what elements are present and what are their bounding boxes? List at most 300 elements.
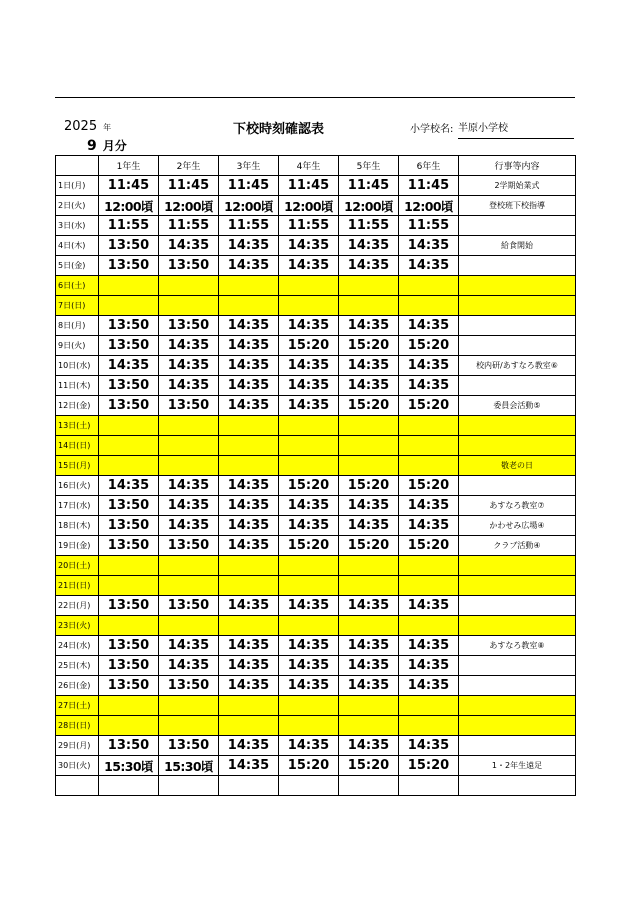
month-label bbox=[87, 137, 127, 154]
time-cell-grade-1: 13:50 bbox=[99, 256, 159, 276]
table-row bbox=[56, 736, 576, 756]
time-cell-grade-1: 11:45 bbox=[99, 176, 159, 196]
time-cell-grade-1 bbox=[99, 276, 159, 296]
time-cell-grade-1: 14:35 bbox=[99, 476, 159, 496]
date-cell: 5日(金) bbox=[56, 256, 99, 276]
time-cell-grade-1: 11:55 bbox=[99, 216, 159, 236]
time-cell-grade-6: 14:35 bbox=[399, 516, 459, 536]
time-cell-grade-6: 14:35 bbox=[399, 596, 459, 616]
table-row bbox=[56, 636, 576, 656]
time-cell-grade-3 bbox=[219, 296, 279, 316]
time-cell-grade-6: 15:20 bbox=[399, 536, 459, 556]
time-cell-grade-6: 14:35 bbox=[399, 676, 459, 696]
event-cell: 委員会活動⑤ bbox=[459, 396, 576, 416]
time-cell-grade-2: 14:35 bbox=[159, 476, 219, 496]
time-cell-grade-3: 14:35 bbox=[219, 316, 279, 336]
time-cell-grade-6: 15:20 bbox=[399, 336, 459, 356]
time-cell-grade-6 bbox=[399, 416, 459, 436]
month-unit: 月分 bbox=[102, 139, 127, 153]
table-body bbox=[56, 176, 576, 796]
time-cell-grade-5 bbox=[339, 416, 399, 436]
time-cell-grade-4 bbox=[279, 696, 339, 716]
time-cell-grade-5 bbox=[339, 696, 399, 716]
time-cell-grade-4: 12:00頃 bbox=[279, 196, 339, 216]
header-cell-grade-1: 1年生 bbox=[99, 156, 159, 176]
time-cell-grade-5 bbox=[339, 616, 399, 636]
date-cell: 24日(水) bbox=[56, 636, 99, 656]
date-cell: 19日(金) bbox=[56, 536, 99, 556]
time-cell-grade-5: 14:35 bbox=[339, 356, 399, 376]
time-cell-grade-5: 15:20 bbox=[339, 756, 399, 776]
time-cell-grade-5: 14:35 bbox=[339, 516, 399, 536]
date-cell bbox=[56, 776, 99, 796]
table-row bbox=[56, 756, 576, 776]
time-cell-grade-1: 13:50 bbox=[99, 316, 159, 336]
time-cell-grade-2 bbox=[159, 276, 219, 296]
time-cell-grade-1: 13:50 bbox=[99, 636, 159, 656]
time-cell-grade-3: 14:35 bbox=[219, 516, 279, 536]
time-cell-grade-1 bbox=[99, 296, 159, 316]
time-cell-grade-1 bbox=[99, 776, 159, 796]
time-cell-grade-3 bbox=[219, 416, 279, 436]
event-cell: 校内研/あすなろ教室⑥ bbox=[459, 356, 576, 376]
time-cell-grade-1 bbox=[99, 436, 159, 456]
table-row bbox=[56, 456, 576, 476]
header-cell-date bbox=[56, 156, 99, 176]
time-cell-grade-3: 14:35 bbox=[219, 376, 279, 396]
table-row bbox=[56, 276, 576, 296]
table-row bbox=[56, 776, 576, 796]
table-row bbox=[56, 496, 576, 516]
time-cell-grade-5: 11:45 bbox=[339, 176, 399, 196]
event-cell bbox=[459, 596, 576, 616]
time-cell-grade-1: 13:50 bbox=[99, 496, 159, 516]
time-cell-grade-3 bbox=[219, 276, 279, 296]
table-row bbox=[56, 296, 576, 316]
time-cell-grade-2: 13:50 bbox=[159, 256, 219, 276]
time-cell-grade-3: 14:35 bbox=[219, 496, 279, 516]
time-cell-grade-3: 14:35 bbox=[219, 756, 279, 776]
time-cell-grade-5 bbox=[339, 716, 399, 736]
time-cell-grade-5: 15:20 bbox=[339, 536, 399, 556]
time-cell-grade-4 bbox=[279, 416, 339, 436]
time-cell-grade-6: 14:35 bbox=[399, 256, 459, 276]
table-row bbox=[56, 476, 576, 496]
time-cell-grade-6 bbox=[399, 776, 459, 796]
time-cell-grade-4 bbox=[279, 576, 339, 596]
table-row bbox=[56, 676, 576, 696]
time-cell-grade-2: 14:35 bbox=[159, 236, 219, 256]
time-cell-grade-2: 13:50 bbox=[159, 736, 219, 756]
time-cell-grade-5: 14:35 bbox=[339, 676, 399, 696]
time-cell-grade-6: 14:35 bbox=[399, 316, 459, 336]
time-cell-grade-4: 14:35 bbox=[279, 376, 339, 396]
time-cell-grade-6: 14:35 bbox=[399, 356, 459, 376]
time-cell-grade-2: 14:35 bbox=[159, 516, 219, 536]
date-cell: 15日(月) bbox=[56, 456, 99, 476]
event-cell bbox=[459, 616, 576, 636]
event-cell bbox=[459, 716, 576, 736]
time-cell-grade-6 bbox=[399, 296, 459, 316]
time-cell-grade-1: 13:50 bbox=[99, 736, 159, 756]
time-cell-grade-6 bbox=[399, 696, 459, 716]
time-cell-grade-3: 14:35 bbox=[219, 356, 279, 376]
event-cell bbox=[459, 736, 576, 756]
time-cell-grade-5: 14:35 bbox=[339, 596, 399, 616]
time-cell-grade-2: 13:50 bbox=[159, 596, 219, 616]
time-cell-grade-5: 15:20 bbox=[339, 476, 399, 496]
time-cell-grade-2 bbox=[159, 556, 219, 576]
time-cell-grade-1: 13:50 bbox=[99, 536, 159, 556]
time-cell-grade-6: 14:35 bbox=[399, 496, 459, 516]
time-cell-grade-2 bbox=[159, 616, 219, 636]
table-row bbox=[56, 196, 576, 216]
event-cell: あすなろ教室⑧ bbox=[459, 636, 576, 656]
time-cell-grade-1 bbox=[99, 576, 159, 596]
time-cell-grade-1: 13:50 bbox=[99, 596, 159, 616]
time-cell-grade-1: 13:50 bbox=[99, 236, 159, 256]
header-cell-grade-4: 4年生 bbox=[279, 156, 339, 176]
time-cell-grade-6 bbox=[399, 456, 459, 476]
date-cell: 20日(土) bbox=[56, 556, 99, 576]
time-cell-grade-4: 11:45 bbox=[279, 176, 339, 196]
time-cell-grade-4: 14:35 bbox=[279, 656, 339, 676]
table-row bbox=[56, 376, 576, 396]
time-cell-grade-5 bbox=[339, 776, 399, 796]
time-cell-grade-2 bbox=[159, 576, 219, 596]
date-cell: 9日(火) bbox=[56, 336, 99, 356]
table-row bbox=[56, 556, 576, 576]
time-cell-grade-3: 11:55 bbox=[219, 216, 279, 236]
time-cell-grade-6 bbox=[399, 716, 459, 736]
time-cell-grade-3 bbox=[219, 456, 279, 476]
time-cell-grade-4 bbox=[279, 456, 339, 476]
date-cell: 28日(日) bbox=[56, 716, 99, 736]
time-cell-grade-4: 11:55 bbox=[279, 216, 339, 236]
table-row bbox=[56, 656, 576, 676]
time-cell-grade-6: 15:20 bbox=[399, 396, 459, 416]
event-cell bbox=[459, 556, 576, 576]
time-cell-grade-5: 15:20 bbox=[339, 336, 399, 356]
date-cell: 30日(火) bbox=[56, 756, 99, 776]
event-cell: 敬老の日 bbox=[459, 456, 576, 476]
date-cell: 27日(土) bbox=[56, 696, 99, 716]
table-row bbox=[56, 416, 576, 436]
time-cell-grade-4: 15:20 bbox=[279, 476, 339, 496]
date-cell: 8日(月) bbox=[56, 316, 99, 336]
time-cell-grade-2 bbox=[159, 716, 219, 736]
time-cell-grade-3: 14:35 bbox=[219, 536, 279, 556]
date-cell: 4日(木) bbox=[56, 236, 99, 256]
event-cell bbox=[459, 316, 576, 336]
time-cell-grade-3 bbox=[219, 556, 279, 576]
time-cell-grade-4: 15:20 bbox=[279, 336, 339, 356]
time-cell-grade-2: 12:00頃 bbox=[159, 196, 219, 216]
time-cell-grade-4 bbox=[279, 776, 339, 796]
time-cell-grade-4: 14:35 bbox=[279, 236, 339, 256]
time-cell-grade-5 bbox=[339, 276, 399, 296]
date-cell: 6日(土) bbox=[56, 276, 99, 296]
time-cell-grade-1 bbox=[99, 716, 159, 736]
table-row bbox=[56, 256, 576, 276]
time-cell-grade-2: 15:30頃 bbox=[159, 756, 219, 776]
date-cell: 29日(月) bbox=[56, 736, 99, 756]
event-cell: クラブ活動④ bbox=[459, 536, 576, 556]
time-cell-grade-3 bbox=[219, 696, 279, 716]
event-cell: あすなろ教室⑦ bbox=[459, 496, 576, 516]
time-cell-grade-3: 14:35 bbox=[219, 596, 279, 616]
date-cell: 25日(木) bbox=[56, 656, 99, 676]
time-cell-grade-4: 14:35 bbox=[279, 676, 339, 696]
time-cell-grade-6: 15:20 bbox=[399, 756, 459, 776]
table-row bbox=[56, 436, 576, 456]
time-cell-grade-4 bbox=[279, 276, 339, 296]
event-cell bbox=[459, 436, 576, 456]
time-cell-grade-2: 14:35 bbox=[159, 496, 219, 516]
date-cell: 12日(金) bbox=[56, 396, 99, 416]
time-cell-grade-3 bbox=[219, 716, 279, 736]
header-cell-events: 行事等内容 bbox=[459, 156, 576, 176]
date-cell: 1日(月) bbox=[56, 176, 99, 196]
time-cell-grade-5 bbox=[339, 556, 399, 576]
table-row bbox=[56, 216, 576, 236]
time-cell-grade-5 bbox=[339, 456, 399, 476]
event-cell: 2学期始業式 bbox=[459, 176, 576, 196]
event-cell bbox=[459, 776, 576, 796]
event-cell bbox=[459, 256, 576, 276]
date-cell: 17日(水) bbox=[56, 496, 99, 516]
table-row bbox=[56, 396, 576, 416]
table-row bbox=[56, 696, 576, 716]
year-label bbox=[64, 119, 111, 134]
date-cell: 11日(木) bbox=[56, 376, 99, 396]
time-cell-grade-5: 14:35 bbox=[339, 636, 399, 656]
time-cell-grade-5: 12:00頃 bbox=[339, 196, 399, 216]
event-cell bbox=[459, 696, 576, 716]
time-cell-grade-4 bbox=[279, 296, 339, 316]
time-cell-grade-4: 14:35 bbox=[279, 636, 339, 656]
time-cell-grade-6: 14:35 bbox=[399, 736, 459, 756]
table-row bbox=[56, 516, 576, 536]
date-cell: 18日(木) bbox=[56, 516, 99, 536]
dismissal-schedule-table bbox=[55, 155, 576, 796]
time-cell-grade-1 bbox=[99, 616, 159, 636]
time-cell-grade-2 bbox=[159, 776, 219, 796]
event-cell: 給食開始 bbox=[459, 236, 576, 256]
time-cell-grade-6: 14:35 bbox=[399, 376, 459, 396]
time-cell-grade-5: 14:35 bbox=[339, 256, 399, 276]
date-cell: 14日(日) bbox=[56, 436, 99, 456]
time-cell-grade-5: 14:35 bbox=[339, 316, 399, 336]
table-row bbox=[56, 536, 576, 556]
page-title: 下校時刻確認表 bbox=[233, 122, 325, 137]
event-cell: かわせみ広場④ bbox=[459, 516, 576, 536]
date-cell: 7日(日) bbox=[56, 296, 99, 316]
time-cell-grade-2: 14:35 bbox=[159, 656, 219, 676]
time-cell-grade-2: 14:35 bbox=[159, 376, 219, 396]
time-cell-grade-4: 14:35 bbox=[279, 316, 339, 336]
time-cell-grade-6: 14:35 bbox=[399, 656, 459, 676]
time-cell-grade-5 bbox=[339, 296, 399, 316]
time-cell-grade-3: 14:35 bbox=[219, 476, 279, 496]
time-cell-grade-5: 14:35 bbox=[339, 496, 399, 516]
time-cell-grade-3: 14:35 bbox=[219, 636, 279, 656]
time-cell-grade-4: 14:35 bbox=[279, 496, 339, 516]
month-value: 9 bbox=[87, 138, 97, 154]
time-cell-grade-2 bbox=[159, 416, 219, 436]
time-cell-grade-3: 14:35 bbox=[219, 256, 279, 276]
table-row bbox=[56, 316, 576, 336]
time-cell-grade-1: 12:00頃 bbox=[99, 196, 159, 216]
time-cell-grade-2: 14:35 bbox=[159, 336, 219, 356]
event-cell bbox=[459, 476, 576, 496]
event-cell bbox=[459, 216, 576, 236]
event-cell bbox=[459, 296, 576, 316]
date-cell: 13日(土) bbox=[56, 416, 99, 436]
time-cell-grade-1 bbox=[99, 416, 159, 436]
date-cell: 3日(水) bbox=[56, 216, 99, 236]
time-cell-grade-6: 11:55 bbox=[399, 216, 459, 236]
time-cell-grade-3: 14:35 bbox=[219, 736, 279, 756]
date-cell: 2日(火) bbox=[56, 196, 99, 216]
date-cell: 21日(日) bbox=[56, 576, 99, 596]
table-row bbox=[56, 176, 576, 196]
date-cell: 26日(金) bbox=[56, 676, 99, 696]
table-row bbox=[56, 716, 576, 736]
header-cell-grade-2: 2年生 bbox=[159, 156, 219, 176]
time-cell-grade-6 bbox=[399, 276, 459, 296]
time-cell-grade-2 bbox=[159, 696, 219, 716]
time-cell-grade-6: 11:45 bbox=[399, 176, 459, 196]
time-cell-grade-4 bbox=[279, 556, 339, 576]
event-cell bbox=[459, 676, 576, 696]
school-name-label: 小学校名: bbox=[410, 124, 454, 135]
header-cell-grade-3: 3年生 bbox=[219, 156, 279, 176]
time-cell-grade-1: 15:30頃 bbox=[99, 756, 159, 776]
event-cell bbox=[459, 376, 576, 396]
event-cell: 登校班下校指導 bbox=[459, 196, 576, 216]
table-row bbox=[56, 236, 576, 256]
time-cell-grade-5: 14:35 bbox=[339, 656, 399, 676]
time-cell-grade-1: 13:50 bbox=[99, 336, 159, 356]
time-cell-grade-5 bbox=[339, 576, 399, 596]
time-cell-grade-6: 14:35 bbox=[399, 636, 459, 656]
date-cell: 10日(水) bbox=[56, 356, 99, 376]
table-row bbox=[56, 356, 576, 376]
time-cell-grade-5 bbox=[339, 436, 399, 456]
time-cell-grade-4: 14:35 bbox=[279, 596, 339, 616]
time-cell-grade-1 bbox=[99, 696, 159, 716]
time-cell-grade-4 bbox=[279, 616, 339, 636]
year-value: 2025 bbox=[64, 119, 98, 134]
time-cell-grade-3 bbox=[219, 436, 279, 456]
event-cell bbox=[459, 576, 576, 596]
event-cell bbox=[459, 416, 576, 436]
time-cell-grade-6 bbox=[399, 556, 459, 576]
time-cell-grade-3: 14:35 bbox=[219, 336, 279, 356]
time-cell-grade-1 bbox=[99, 456, 159, 476]
time-cell-grade-2 bbox=[159, 456, 219, 476]
time-cell-grade-3 bbox=[219, 576, 279, 596]
time-cell-grade-3: 11:45 bbox=[219, 176, 279, 196]
time-cell-grade-4 bbox=[279, 716, 339, 736]
time-cell-grade-5: 14:35 bbox=[339, 376, 399, 396]
event-cell bbox=[459, 336, 576, 356]
time-cell-grade-2: 14:35 bbox=[159, 356, 219, 376]
time-cell-grade-4: 14:35 bbox=[279, 736, 339, 756]
time-cell-grade-2: 13:50 bbox=[159, 536, 219, 556]
time-cell-grade-3: 12:00頃 bbox=[219, 196, 279, 216]
time-cell-grade-6: 12:00頃 bbox=[399, 196, 459, 216]
event-cell bbox=[459, 276, 576, 296]
date-cell: 22日(月) bbox=[56, 596, 99, 616]
time-cell-grade-3 bbox=[219, 616, 279, 636]
time-cell-grade-3 bbox=[219, 776, 279, 796]
time-cell-grade-4: 15:20 bbox=[279, 756, 339, 776]
time-cell-grade-4 bbox=[279, 436, 339, 456]
time-cell-grade-1: 13:50 bbox=[99, 516, 159, 536]
time-cell-grade-5: 14:35 bbox=[339, 236, 399, 256]
time-cell-grade-1: 13:50 bbox=[99, 656, 159, 676]
time-cell-grade-2: 13:50 bbox=[159, 396, 219, 416]
time-cell-grade-2: 11:55 bbox=[159, 216, 219, 236]
time-cell-grade-4: 14:35 bbox=[279, 516, 339, 536]
header-cell-grade-5: 5年生 bbox=[339, 156, 399, 176]
time-cell-grade-6: 14:35 bbox=[399, 236, 459, 256]
time-cell-grade-6 bbox=[399, 576, 459, 596]
time-cell-grade-3: 14:35 bbox=[219, 236, 279, 256]
time-cell-grade-3: 14:35 bbox=[219, 676, 279, 696]
time-cell-grade-6 bbox=[399, 616, 459, 636]
event-cell: 1・2年生遠足 bbox=[459, 756, 576, 776]
time-cell-grade-3: 14:35 bbox=[219, 396, 279, 416]
year-unit: 年 bbox=[103, 123, 112, 132]
time-cell-grade-1: 14:35 bbox=[99, 356, 159, 376]
time-cell-grade-4: 14:35 bbox=[279, 256, 339, 276]
time-cell-grade-1: 13:50 bbox=[99, 376, 159, 396]
time-cell-grade-4: 14:35 bbox=[279, 356, 339, 376]
table-row bbox=[56, 616, 576, 636]
table-row bbox=[56, 596, 576, 616]
time-cell-grade-2 bbox=[159, 296, 219, 316]
time-cell-grade-6: 15:20 bbox=[399, 476, 459, 496]
time-cell-grade-5: 15:20 bbox=[339, 396, 399, 416]
header-cell-grade-6: 6年生 bbox=[399, 156, 459, 176]
time-cell-grade-3: 14:35 bbox=[219, 656, 279, 676]
time-cell-grade-2: 11:45 bbox=[159, 176, 219, 196]
time-cell-grade-4: 15:20 bbox=[279, 536, 339, 556]
top-rule bbox=[55, 97, 575, 98]
time-cell-grade-2: 13:50 bbox=[159, 316, 219, 336]
date-cell: 23日(火) bbox=[56, 616, 99, 636]
table-row bbox=[56, 336, 576, 356]
table-row bbox=[56, 576, 576, 596]
school-name-value: 半原小学校 bbox=[458, 119, 574, 139]
time-cell-grade-1 bbox=[99, 556, 159, 576]
time-cell-grade-6 bbox=[399, 436, 459, 456]
time-cell-grade-5: 11:55 bbox=[339, 216, 399, 236]
time-cell-grade-2: 14:35 bbox=[159, 636, 219, 656]
time-cell-grade-2 bbox=[159, 436, 219, 456]
time-cell-grade-1: 13:50 bbox=[99, 396, 159, 416]
time-cell-grade-2: 13:50 bbox=[159, 676, 219, 696]
time-cell-grade-1: 13:50 bbox=[99, 676, 159, 696]
time-cell-grade-5: 14:35 bbox=[339, 736, 399, 756]
table-header-row bbox=[56, 156, 576, 176]
event-cell bbox=[459, 656, 576, 676]
time-cell-grade-4: 14:35 bbox=[279, 396, 339, 416]
date-cell: 16日(火) bbox=[56, 476, 99, 496]
